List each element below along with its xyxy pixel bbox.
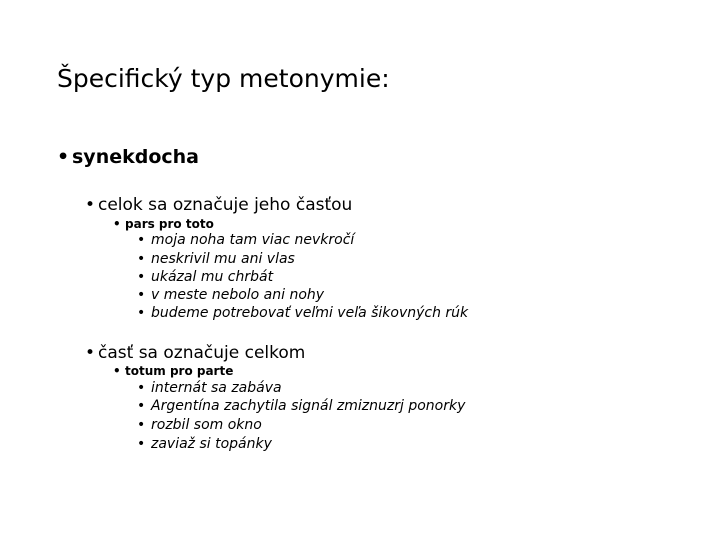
bullet-icon: •: [137, 417, 146, 433]
bullet-icon: •: [113, 364, 121, 378]
bullet-synekdocha: [57, 146, 199, 168]
section2-heading-text: časť sa označuje celkom: [98, 343, 306, 363]
bullet-text: synekdocha: [72, 146, 200, 168]
example-text: ukázal mu chrbát: [151, 269, 274, 285]
bullet-icon: •: [137, 232, 146, 248]
section1-heading: [85, 195, 352, 215]
slide-title: Špecifický typ metonymie:: [57, 64, 390, 93]
bullet-icon: •: [137, 251, 146, 267]
bullet-icon: •: [137, 436, 146, 452]
example-text: v meste nebolo ani nohy: [151, 287, 325, 303]
section1-sub: [113, 217, 214, 231]
bullet-icon: •: [137, 305, 146, 321]
bullet-icon: •: [85, 195, 96, 215]
section2-sub-text: totum pro parte: [125, 364, 234, 378]
section1-example: [137, 269, 273, 285]
example-text: budeme potrebovať veľmi veľa šikovných rúk: [151, 305, 469, 321]
bullet-icon: •: [137, 380, 146, 396]
section1-heading-text: celok sa označuje jeho časťou: [98, 195, 353, 215]
bullet-icon: •: [137, 398, 146, 414]
example-text: internát sa zabáva: [151, 380, 282, 396]
bullet-icon: •: [137, 287, 146, 303]
section1-example: [137, 232, 354, 248]
section1-example: [137, 305, 468, 321]
section2-example: [137, 398, 465, 414]
example-text: neskrivil mu ani vlas: [151, 251, 295, 267]
section1-example: [137, 287, 324, 303]
section1-example: [137, 251, 295, 267]
example-text: rozbil som okno: [151, 417, 262, 433]
section1-sub-text: pars pro toto: [125, 217, 214, 231]
section2-example: [137, 436, 272, 452]
example-text: moja noha tam viac nevkročí: [151, 232, 355, 248]
section2-example: [137, 417, 262, 433]
section2-example: [137, 380, 282, 396]
example-text: Argentína zachytila signál zmiznuzrj ponorky: [151, 398, 466, 414]
section2-heading: [85, 343, 305, 363]
example-text: zaviaž si topánky: [151, 436, 272, 452]
section2-sub: [113, 364, 233, 378]
bullet-icon: •: [137, 269, 146, 285]
bullet-icon: •: [57, 146, 70, 168]
bullet-icon: •: [113, 217, 121, 231]
bullet-icon: •: [85, 343, 96, 363]
